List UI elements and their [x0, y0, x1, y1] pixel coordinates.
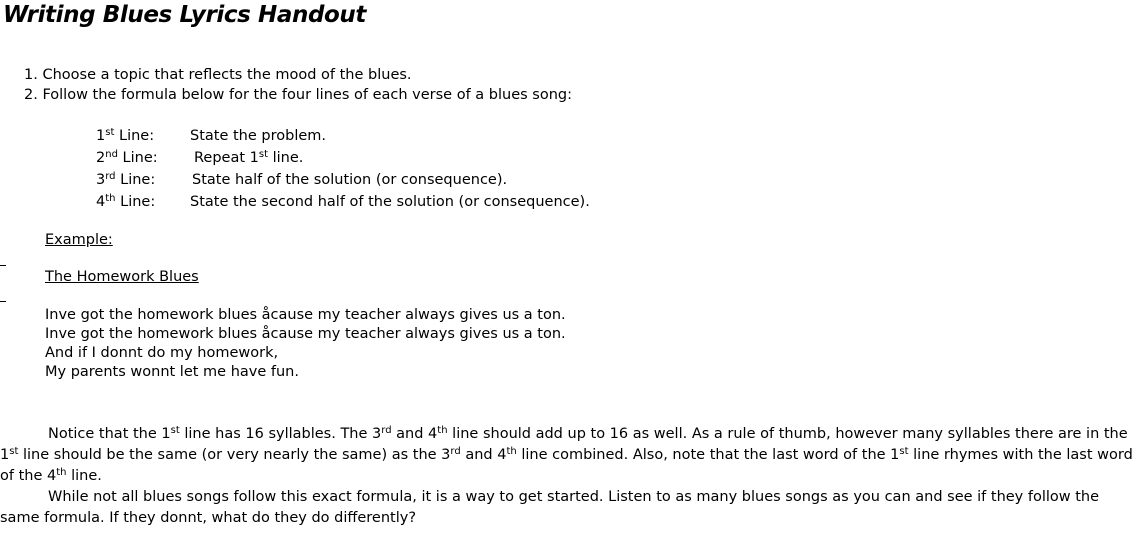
margin-mark	[0, 265, 6, 266]
verse-line-2: Inve got the homework blues åcause my teacher always gives us a ton.	[45, 326, 566, 342]
list-text: Follow the formula below for the four lines of each verse of a blues song:	[42, 87, 572, 103]
paragraph-1: Notice that the 1st line has 16 syllables. The 3rd and 4th line should add up to 16 as well. As a rule of thumb, however many syllables there are in the 1st line should be the same (or very nearly the same) as the 3rd and 4th line combined. Also, note that the last word of the 1st line rhymes with the last word of the 4th line.	[0, 425, 1133, 484]
formula-text-2: Repeat 1st line.	[194, 149, 304, 166]
paragraph-2: While not all blues songs follow this exact formula, it is a way to get started. Listen to as many blues songs as you can and see if they follow the same formula. If they donnt, what do they do differently?	[0, 489, 1100, 526]
page-title: Writing Blues Lyrics Handout	[3, 2, 366, 28]
list-item	[24, 87, 572, 103]
formula-label-3: 3rd Line:	[96, 171, 156, 188]
list-number: 1.	[24, 67, 38, 83]
verse-line-3: And if I donnt do my homework,	[45, 345, 279, 361]
example-heading: Example:	[45, 232, 113, 248]
formula-label-2: 2nd Line:	[96, 149, 158, 166]
list-number: 2.	[24, 87, 38, 103]
verse-line-4: My parents wonnt let me have fun.	[45, 364, 299, 380]
margin-mark	[0, 301, 6, 302]
verse-line-1: Inve got the homework blues åcause my teacher always gives us a ton.	[45, 307, 566, 323]
formula-text-3: State half of the solution (or consequence).	[192, 172, 508, 188]
song-title: The Homework Blues	[45, 269, 199, 285]
formula-text-1: State the problem.	[190, 128, 327, 144]
list-text: Choose a topic that reflects the mood of the blues.	[42, 67, 412, 83]
formula-label-1: 1st Line:	[96, 127, 155, 144]
formula-label-4: 4th Line:	[96, 193, 156, 210]
list-item	[24, 67, 412, 83]
formula-text-4: State the second half of the solution (or consequence).	[190, 194, 590, 210]
